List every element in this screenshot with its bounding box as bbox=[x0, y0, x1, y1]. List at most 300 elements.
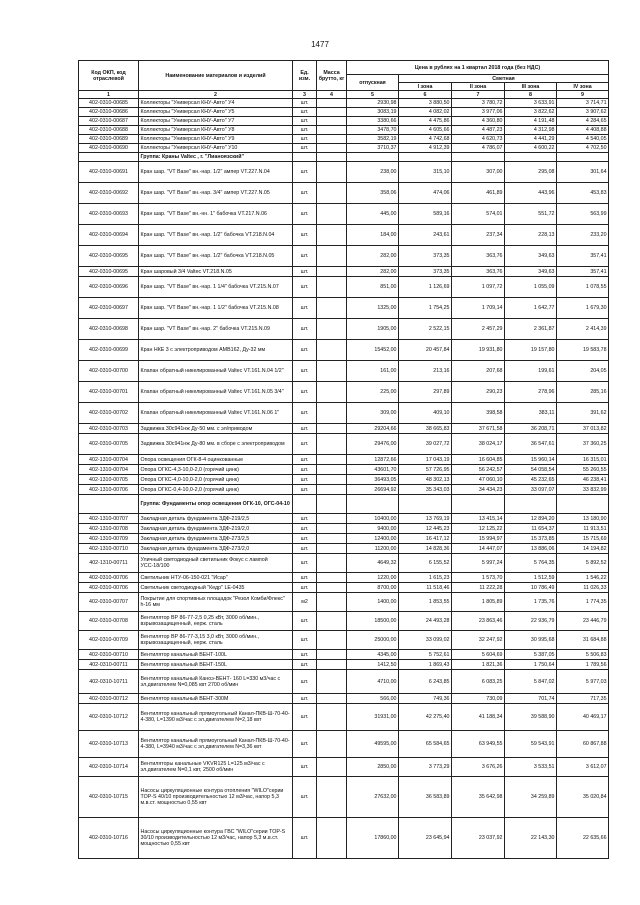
row-price-zone4: 31 684,88 bbox=[557, 631, 609, 650]
group-empty-cell bbox=[505, 495, 557, 514]
row-release-price: 12872,66 bbox=[347, 455, 399, 465]
row-release-price: 851,00 bbox=[347, 277, 399, 298]
row-price-zone2: 6 083,25 bbox=[452, 670, 505, 694]
row-price-zone2: 398,58 bbox=[452, 403, 505, 424]
row-price-zone1: 213,16 bbox=[399, 361, 452, 382]
row-unit: шт. bbox=[293, 183, 317, 204]
row-mass bbox=[317, 593, 347, 612]
row-price-zone4: 14 194,82 bbox=[557, 544, 609, 554]
row-mass bbox=[317, 117, 347, 126]
row-mass bbox=[317, 277, 347, 298]
row-price-zone1: 16 417,12 bbox=[399, 534, 452, 544]
table-row bbox=[79, 660, 609, 670]
row-unit: шт. bbox=[293, 117, 317, 126]
row-price-zone2: 19 931,80 bbox=[452, 340, 505, 361]
row-price-zone3: 4 191,48 bbox=[505, 117, 557, 126]
row-release-price: 10400,00 bbox=[347, 514, 399, 524]
table-row bbox=[79, 225, 609, 246]
column-index: 8 bbox=[505, 91, 557, 99]
row-unit: шт. bbox=[293, 319, 317, 340]
row-price-zone4: 563,99 bbox=[557, 204, 609, 225]
row-price-zone3: 1 750,64 bbox=[505, 660, 557, 670]
row-price-zone3: 349,63 bbox=[505, 267, 557, 277]
row-price-zone1: 35 343,03 bbox=[399, 485, 452, 495]
row-mass bbox=[317, 485, 347, 495]
row-mass bbox=[317, 126, 347, 135]
row-price-zone3: 1 642,77 bbox=[505, 298, 557, 319]
row-unit: шт. bbox=[293, 485, 317, 495]
row-unit: шт. bbox=[293, 631, 317, 650]
row-unit: шт. bbox=[293, 583, 317, 593]
row-mass bbox=[317, 573, 347, 583]
row-code: 402-0310-00691 bbox=[79, 162, 139, 183]
table-row bbox=[79, 583, 609, 593]
row-price-zone4: 23 446,79 bbox=[557, 612, 609, 631]
row-price-zone4: 285,16 bbox=[557, 382, 609, 403]
group-empty-cell bbox=[399, 153, 452, 162]
row-price-zone2: 290,23 bbox=[452, 382, 505, 403]
row-price-zone2: 3 780,72 bbox=[452, 99, 505, 108]
row-price-zone1: 57 726,95 bbox=[399, 465, 452, 475]
row-mass bbox=[317, 340, 347, 361]
table-row bbox=[79, 534, 609, 544]
row-mass bbox=[317, 455, 347, 465]
table-row bbox=[79, 573, 609, 583]
row-price-zone3: 3 633,91 bbox=[505, 99, 557, 108]
row-release-price: 282,00 bbox=[347, 246, 399, 267]
row-code: 402-0310-00712 bbox=[79, 694, 139, 704]
row-unit: шт. bbox=[293, 731, 317, 758]
row-price-zone2: 1 805,89 bbox=[452, 593, 505, 612]
row-release-price: 161,00 bbox=[347, 361, 399, 382]
row-release-price: 31931,00 bbox=[347, 704, 399, 731]
row-price-zone3: 12 894,20 bbox=[505, 514, 557, 524]
row-name: Кран шар. "VT Base" вн.-нн. 1" бабочка VT.217.N.06 bbox=[139, 204, 293, 225]
row-mass bbox=[317, 246, 347, 267]
row-mass bbox=[317, 694, 347, 704]
row-release-price: 8700,00 bbox=[347, 583, 399, 593]
table-row bbox=[79, 382, 609, 403]
row-code: 402-0310-10712 bbox=[79, 704, 139, 731]
row-price-zone3: 5 387,05 bbox=[505, 650, 557, 660]
row-price-zone2: 574,01 bbox=[452, 204, 505, 225]
row-unit: шт. bbox=[293, 267, 317, 277]
table-row bbox=[79, 544, 609, 554]
row-price-zone2: 23 863,46 bbox=[452, 612, 505, 631]
row-name: Вентилятор канальный прямоугольный Канал-ПКВ-Ш-70-40-4-380, L=3940 м3/час с эл.двигателем N=3,36 квт bbox=[139, 731, 293, 758]
row-unit: шт. bbox=[293, 135, 317, 144]
row-price-zone4: 22 635,66 bbox=[557, 818, 609, 859]
row-unit: шт. bbox=[293, 434, 317, 455]
row-price-zone3: 295,08 bbox=[505, 162, 557, 183]
row-code: 402-0310-00685 bbox=[79, 99, 139, 108]
table-row bbox=[79, 99, 609, 108]
header-zone3: III зона bbox=[505, 83, 557, 91]
row-price-zone4: 1 679,30 bbox=[557, 298, 609, 319]
price-table bbox=[78, 60, 609, 859]
row-price-zone4: 16 315,01 bbox=[557, 455, 609, 465]
row-price-zone2: 38 024,17 bbox=[452, 434, 505, 455]
row-unit: шт. bbox=[293, 704, 317, 731]
table-row bbox=[79, 694, 609, 704]
column-index-row bbox=[79, 91, 609, 99]
row-price-zone1: 315,10 bbox=[399, 162, 452, 183]
row-price-zone3: 199,61 bbox=[505, 361, 557, 382]
row-code: 402-0310-00695 bbox=[79, 246, 139, 267]
row-price-zone1: 23 645,94 bbox=[399, 818, 452, 859]
row-price-zone2: 15 994,97 bbox=[452, 534, 505, 544]
row-release-price: 9400,00 bbox=[347, 524, 399, 534]
row-code: 402-0310-00701 bbox=[79, 382, 139, 403]
row-release-price: 2930,98 bbox=[347, 99, 399, 108]
row-unit: шт. bbox=[293, 465, 317, 475]
row-unit: шт. bbox=[293, 694, 317, 704]
row-mass bbox=[317, 660, 347, 670]
row-release-price: 3083,19 bbox=[347, 108, 399, 117]
row-unit: шт. bbox=[293, 162, 317, 183]
row-code: 402-0310-00688 bbox=[79, 126, 139, 135]
table-row bbox=[79, 650, 609, 660]
row-name: Светильник НТУ-06-150-021 "Иcар" bbox=[139, 573, 293, 583]
table-row bbox=[79, 319, 609, 340]
row-release-price: 358,06 bbox=[347, 183, 399, 204]
row-code: 402-0310-00687 bbox=[79, 117, 139, 126]
row-mass bbox=[317, 99, 347, 108]
row-price-zone2: 63 949,55 bbox=[452, 731, 505, 758]
row-price-zone3: 4 600,22 bbox=[505, 144, 557, 153]
row-name: Опора освещения ОГК-8-4 оцинкованные bbox=[139, 455, 293, 465]
column-index: 7 bbox=[452, 91, 505, 99]
header-release: отпускная bbox=[347, 75, 399, 91]
table-row bbox=[79, 818, 609, 859]
row-mass bbox=[317, 650, 347, 660]
column-index: 5 bbox=[347, 91, 399, 99]
row-price-zone2: 237,34 bbox=[452, 225, 505, 246]
row-price-zone4: 60 867,88 bbox=[557, 731, 609, 758]
row-code: 402-1310-00705 bbox=[79, 475, 139, 485]
row-code: 402-0310-00696 bbox=[79, 277, 139, 298]
row-price-zone3: 30 995,68 bbox=[505, 631, 557, 650]
row-code: 402-0310-00702 bbox=[79, 403, 139, 424]
row-price-zone1: 4 742,68 bbox=[399, 135, 452, 144]
table-row bbox=[79, 593, 609, 612]
group-row bbox=[79, 153, 609, 162]
row-release-price: 2850,00 bbox=[347, 758, 399, 777]
row-price-zone3: 10 786,49 bbox=[505, 583, 557, 593]
row-price-zone2: 207,68 bbox=[452, 361, 505, 382]
column-index: 4 bbox=[317, 91, 347, 99]
row-release-price: 49595,00 bbox=[347, 731, 399, 758]
row-release-price: 566,00 bbox=[347, 694, 399, 704]
row-unit: шт. bbox=[293, 361, 317, 382]
row-name: Клапан обратный никелированный Valtec VT.161.N.05 3/4" bbox=[139, 382, 293, 403]
row-price-zone1: 6 243,85 bbox=[399, 670, 452, 694]
row-unit: шт. bbox=[293, 144, 317, 153]
row-name: Коллекторы "Универсал КНУ-Авто" У4 bbox=[139, 99, 293, 108]
row-release-price: 43601,70 bbox=[347, 465, 399, 475]
row-name: Кран шар. "VT Base" вн.-нар. 1/2" бабочка VT.218.N.04 bbox=[139, 225, 293, 246]
row-name: Вентилятор канальный ВЕНТ-150L bbox=[139, 660, 293, 670]
row-name: Насосы циркуляционные контура ГВС "WILO"серии TOP-S 30/10 производительностью 12 м3/час, напор 5,3 м.в.ст. мощностью 0,55 квт bbox=[139, 818, 293, 859]
row-code: 402-1310-00706 bbox=[79, 485, 139, 495]
row-name: Задвижка 30с941нж Ду-50 мм. с эл/приводом bbox=[139, 424, 293, 434]
row-name: Кран шаровый 3/4 Valtec VT.218.N.05 bbox=[139, 267, 293, 277]
row-name: Кран шар. "VT Base" вн.-нар. 1 1/2" бабочка VT.215.N.08 bbox=[139, 298, 293, 319]
row-price-zone4: 11 913,51 bbox=[557, 524, 609, 534]
row-mass bbox=[317, 818, 347, 859]
row-price-zone2: 23 037,92 bbox=[452, 818, 505, 859]
table-row bbox=[79, 731, 609, 758]
row-name: Коллекторы "Универсал КНУ-Авто" У8 bbox=[139, 126, 293, 135]
row-price-zone1: 474,06 bbox=[399, 183, 452, 204]
row-mass bbox=[317, 524, 347, 534]
row-price-zone4: 357,41 bbox=[557, 246, 609, 267]
row-price-zone4: 35 020,84 bbox=[557, 777, 609, 818]
row-price-zone1: 17 043,19 bbox=[399, 455, 452, 465]
row-mass bbox=[317, 554, 347, 573]
row-unit: м2 bbox=[293, 593, 317, 612]
row-price-zone1: 3 880,50 bbox=[399, 99, 452, 108]
row-price-zone3: 2 361,87 bbox=[505, 319, 557, 340]
row-name: Вентилятор канальный Каноэ-ВЕНТ- 160 L=330 м3/час с эл.двигателем N=0,085 квт 2700 об/мин bbox=[139, 670, 293, 694]
table-row bbox=[79, 612, 609, 631]
row-price-zone3: 4 312,98 bbox=[505, 126, 557, 135]
row-price-zone1: 6 155,52 bbox=[399, 554, 452, 573]
row-name: Клапан обратный никелированный Valtec VT.161.N.04 1/2" bbox=[139, 361, 293, 382]
row-mass bbox=[317, 534, 347, 544]
table-row bbox=[79, 108, 609, 117]
row-release-price: 225,00 bbox=[347, 382, 399, 403]
row-release-price: 17860,00 bbox=[347, 818, 399, 859]
header-unit: Ед. изм. bbox=[293, 61, 317, 91]
row-price-zone1: 373,35 bbox=[399, 267, 452, 277]
row-code: 402-0310-00686 bbox=[79, 108, 139, 117]
row-code: 402-0310-00689 bbox=[79, 135, 139, 144]
group-empty-cell bbox=[399, 495, 452, 514]
row-code: 402-0310-10713 bbox=[79, 731, 139, 758]
group-empty-cell bbox=[452, 495, 505, 514]
row-unit: шт. bbox=[293, 758, 317, 777]
row-release-price: 1412,50 bbox=[347, 660, 399, 670]
row-unit: шт. bbox=[293, 455, 317, 465]
row-price-zone4: 3 907,62 bbox=[557, 108, 609, 117]
row-price-zone3: 5 764,35 bbox=[505, 554, 557, 573]
column-index: 2 bbox=[139, 91, 293, 99]
row-code: 402-0310-00708 bbox=[79, 612, 139, 631]
row-price-zone4: 4 702,50 bbox=[557, 144, 609, 153]
row-name: Задвижка 30с941нж Ду-80 мм. в сборе с электроприводом bbox=[139, 434, 293, 455]
table-body bbox=[79, 99, 609, 859]
row-code: 402-0310-00707 bbox=[79, 593, 139, 612]
row-price-zone4: 1 789,56 bbox=[557, 660, 609, 670]
row-release-price: 18500,00 bbox=[347, 612, 399, 631]
row-price-zone4: 13 180,90 bbox=[557, 514, 609, 524]
row-release-price: 3710,37 bbox=[347, 144, 399, 153]
row-mass bbox=[317, 583, 347, 593]
row-price-zone1: 4 082,02 bbox=[399, 108, 452, 117]
row-price-zone1: 749,36 bbox=[399, 694, 452, 704]
row-release-price: 3380,66 bbox=[347, 117, 399, 126]
row-price-zone4: 204,05 bbox=[557, 361, 609, 382]
row-price-zone3: 3 533,51 bbox=[505, 758, 557, 777]
row-price-zone2: 307,00 bbox=[452, 162, 505, 183]
row-price-zone3: 551,72 bbox=[505, 204, 557, 225]
table-row bbox=[79, 434, 609, 455]
row-code: 402-0310-00699 bbox=[79, 340, 139, 361]
row-price-zone2: 34 434,23 bbox=[452, 485, 505, 495]
row-price-zone1: 20 457,84 bbox=[399, 340, 452, 361]
row-price-zone2: 4 620,73 bbox=[452, 135, 505, 144]
row-price-zone2: 363,76 bbox=[452, 267, 505, 277]
row-price-zone2: 11 222,28 bbox=[452, 583, 505, 593]
row-mass bbox=[317, 544, 347, 554]
row-price-zone3: 45 232,65 bbox=[505, 475, 557, 485]
row-price-zone1: 1 126,69 bbox=[399, 277, 452, 298]
column-index: 3 bbox=[293, 91, 317, 99]
table-row bbox=[79, 704, 609, 731]
row-unit: шт. bbox=[293, 670, 317, 694]
row-mass bbox=[317, 108, 347, 117]
group-empty-cell bbox=[347, 153, 399, 162]
table-row bbox=[79, 475, 609, 485]
row-price-zone4: 11 026,33 bbox=[557, 583, 609, 593]
row-price-zone1: 1 869,43 bbox=[399, 660, 452, 670]
row-price-zone2: 4 786,07 bbox=[452, 144, 505, 153]
row-unit: шт. bbox=[293, 514, 317, 524]
group-code-cell bbox=[79, 495, 139, 514]
row-price-zone1: 1 615,23 bbox=[399, 573, 452, 583]
row-price-zone3: 34 259,89 bbox=[505, 777, 557, 818]
row-code: 402-0310-00692 bbox=[79, 183, 139, 204]
row-mass bbox=[317, 162, 347, 183]
row-price-zone1: 5 752,61 bbox=[399, 650, 452, 660]
row-price-zone1: 42 275,40 bbox=[399, 704, 452, 731]
row-code: 402-1310-00711 bbox=[79, 554, 139, 573]
row-price-zone3: 443,96 bbox=[505, 183, 557, 204]
page-number: 1477 bbox=[311, 40, 329, 49]
row-price-zone3: 701,74 bbox=[505, 694, 557, 704]
group-empty-cell bbox=[557, 153, 609, 162]
table-row bbox=[79, 277, 609, 298]
row-price-zone3: 5 847,02 bbox=[505, 670, 557, 694]
row-unit: шт. bbox=[293, 204, 317, 225]
row-code: 402-0310-10714 bbox=[79, 758, 139, 777]
header-zone2: II зона bbox=[452, 83, 505, 91]
row-price-zone1: 243,61 bbox=[399, 225, 452, 246]
row-unit: шт. bbox=[293, 534, 317, 544]
row-price-zone1: 24 493,28 bbox=[399, 612, 452, 631]
row-name: Закладная деталь фундамента ЗДФ-273/2,5 bbox=[139, 534, 293, 544]
row-code: 402-1310-00704 bbox=[79, 465, 139, 475]
row-release-price: 25000,00 bbox=[347, 631, 399, 650]
row-price-zone4: 4 408,88 bbox=[557, 126, 609, 135]
row-price-zone2: 12 125,22 bbox=[452, 524, 505, 534]
row-price-zone4: 453,83 bbox=[557, 183, 609, 204]
row-mass bbox=[317, 225, 347, 246]
row-price-zone1: 373,35 bbox=[399, 246, 452, 267]
row-price-zone4: 1 546,22 bbox=[557, 573, 609, 583]
row-mass bbox=[317, 183, 347, 204]
row-price-zone4: 717,35 bbox=[557, 694, 609, 704]
row-release-price: 1400,00 bbox=[347, 593, 399, 612]
row-price-zone2: 32 247,92 bbox=[452, 631, 505, 650]
row-price-zone1: 4 605,66 bbox=[399, 126, 452, 135]
row-price-zone1: 12 445,23 bbox=[399, 524, 452, 534]
row-code: 402-0310-10711 bbox=[79, 670, 139, 694]
row-code: 402-1310-00710 bbox=[79, 544, 139, 554]
row-name: Опора ОГКС-4,0-10,0-2,0 (горячий цинк) bbox=[139, 475, 293, 485]
row-name: Кран шар. "VT Base" вн.-нар. 1/2" бабочка VT.218.N.05 bbox=[139, 246, 293, 267]
row-release-price: 26694,92 bbox=[347, 485, 399, 495]
row-price-zone1: 409,10 bbox=[399, 403, 452, 424]
row-release-price: 3582,19 bbox=[347, 135, 399, 144]
header-zone1: I зона bbox=[399, 83, 452, 91]
row-code: 402-0310-00703 bbox=[79, 424, 139, 434]
row-price-zone2: 461,89 bbox=[452, 183, 505, 204]
row-price-zone1: 2 522,15 bbox=[399, 319, 452, 340]
row-code: 402-1310-00704 bbox=[79, 455, 139, 465]
header-zone4: IV зона bbox=[557, 83, 609, 91]
header-mass: Масса брутто, кг bbox=[317, 61, 347, 91]
row-price-zone4: 1 774,35 bbox=[557, 593, 609, 612]
row-mass bbox=[317, 758, 347, 777]
row-unit: шт. bbox=[293, 573, 317, 583]
row-name: Опора ОГКС-4,3-10,0-2,0 (горячий цинк) bbox=[139, 465, 293, 475]
row-price-zone3: 54 058,54 bbox=[505, 465, 557, 475]
table-row bbox=[79, 631, 609, 650]
row-price-zone1: 48 302,13 bbox=[399, 475, 452, 485]
row-price-zone3: 11 654,37 bbox=[505, 524, 557, 534]
row-price-zone4: 4 540,05 bbox=[557, 135, 609, 144]
row-price-zone2: 5 997,24 bbox=[452, 554, 505, 573]
table-row bbox=[79, 162, 609, 183]
row-unit: шт. bbox=[293, 99, 317, 108]
group-empty-cell bbox=[317, 153, 347, 162]
row-price-zone1: 33 099,02 bbox=[399, 631, 452, 650]
column-index: 9 bbox=[557, 91, 609, 99]
row-price-zone4: 33 832,99 bbox=[557, 485, 609, 495]
row-price-zone3: 3 822,62 bbox=[505, 108, 557, 117]
row-price-zone3: 349,63 bbox=[505, 246, 557, 267]
row-price-zone2: 16 604,85 bbox=[452, 455, 505, 465]
row-name: Кран шар. "VT Base" вн.-нар. 1 1/4" бабочка VT.215.N.07 bbox=[139, 277, 293, 298]
row-price-zone2: 1 821,36 bbox=[452, 660, 505, 670]
row-unit: шт. bbox=[293, 277, 317, 298]
table-row bbox=[79, 485, 609, 495]
row-price-zone3: 39 588,90 bbox=[505, 704, 557, 731]
row-release-price: 36493,05 bbox=[347, 475, 399, 485]
row-mass bbox=[317, 465, 347, 475]
row-price-zone4: 37 013,82 bbox=[557, 424, 609, 434]
row-price-zone2: 363,76 bbox=[452, 246, 505, 267]
row-release-price: 12400,00 bbox=[347, 534, 399, 544]
row-price-zone3: 22 143,30 bbox=[505, 818, 557, 859]
column-index: 6 bbox=[399, 91, 452, 99]
row-price-zone3: 59 543,91 bbox=[505, 731, 557, 758]
row-price-zone4: 37 360,25 bbox=[557, 434, 609, 455]
row-unit: шт. bbox=[293, 554, 317, 573]
row-name: Коллекторы "Универсал КНУ-Авто" У5 bbox=[139, 108, 293, 117]
row-name: Кран НКЕ 3 с электроприводом АМВ162, Ду-32 мм bbox=[139, 340, 293, 361]
row-name: Коллекторы "Универсал КНУ-Авто" У7 bbox=[139, 117, 293, 126]
table-row bbox=[79, 135, 609, 144]
row-release-price: 15452,00 bbox=[347, 340, 399, 361]
table-row bbox=[79, 340, 609, 361]
group-row bbox=[79, 495, 609, 514]
table-row bbox=[79, 361, 609, 382]
table-row bbox=[79, 758, 609, 777]
row-mass bbox=[317, 514, 347, 524]
